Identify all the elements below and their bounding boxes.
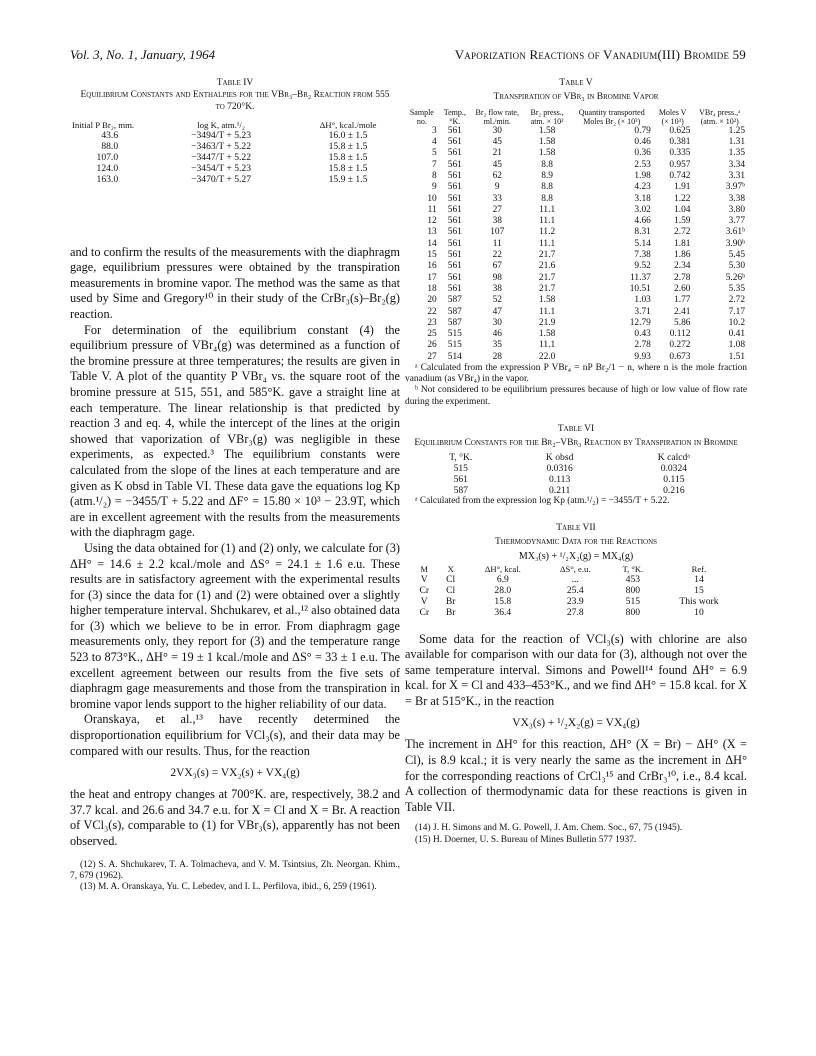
table7-row bbox=[411, 574, 741, 585]
table5-cell: 561 bbox=[447, 272, 462, 283]
table5-cell: 561 bbox=[447, 182, 462, 193]
table4-row bbox=[70, 152, 390, 163]
table7-cell: This work bbox=[679, 595, 719, 607]
table5-cell: 3.38 bbox=[728, 193, 745, 204]
table5-cell: 561 bbox=[447, 125, 462, 136]
table4-cell: 88.0 bbox=[101, 140, 119, 152]
table7-cell: 10 bbox=[694, 606, 704, 618]
table4-cell: 107.0 bbox=[96, 151, 119, 163]
table4-cell: 43.6 bbox=[101, 129, 119, 141]
table7-header: T, °K. bbox=[622, 563, 644, 574]
table5-cell: 47 bbox=[492, 306, 502, 317]
left-paragraph-1: and to confirm the results of the measurements with the diaphragm gage, equilibrium pressures were obtained by the transpiration measurements in bromine vapor. The method was the same as that used by Sime and Gregory¹⁰ in their study of the CrBr₃(s)–Br₂(g) reaction. bbox=[70, 244, 400, 321]
table7-cell: Cr bbox=[419, 606, 430, 618]
table6-row bbox=[415, 485, 735, 496]
table4-cell: −3454/T + 5.23 bbox=[191, 162, 252, 174]
right-column bbox=[405, 78, 747, 846]
table5-cell: 10.2 bbox=[728, 317, 745, 328]
table7-cell: 23.9 bbox=[566, 595, 584, 607]
table5-cell: 9 bbox=[494, 182, 500, 193]
t4-col-logk: log K, atm.¹/₂ bbox=[197, 119, 245, 130]
table4-cell: 15.8 ± 1.5 bbox=[328, 140, 368, 152]
table5-cell: 7.38 bbox=[634, 250, 651, 261]
table5-row bbox=[405, 307, 747, 318]
left-paragraph-2: For determination of the equilibrium constant (4) the equilibrium pressure of VBr₄(g) was determined as a function of the bromine pressure at three temperatures; the results are given in Table V. A plot of the quantity P VBr₄ vs. the square root of the bromine pressure at 515, 551, and 585°K. gave a straight line at each temperature. The linear relationship is that predicted by reaction 3 and eq. 4, while the intercept of the lines at the origin showed that vaporization of VBr₃(g) was negligible in these experiments, as expected.³ The equilibrium constants were calculated from the slope of the lines at each temperature and are given as K obsd in Table VI. These data gave the equations log Kp (atm.¹/₂) = −3455/T + 5.22 and ΔF° = 15.80 × 10³ − 23.9T, which are in excellent agreement with the results from the measurements with the diaphragm gage. bbox=[70, 322, 400, 540]
table5-cell: 22 bbox=[492, 250, 502, 261]
running-header bbox=[70, 47, 746, 65]
table7-cell: ... bbox=[571, 573, 579, 585]
table5-cell: 561 bbox=[447, 283, 462, 294]
reaction-equation: VX₃(s) + ¹/₂X₂(g) = VX₄(g) bbox=[512, 717, 640, 730]
journal-volume: Vol. 3, No. 1, January, 1964 bbox=[70, 47, 216, 62]
table5-cell: 515 bbox=[447, 329, 462, 340]
table5-cell: 11.1 bbox=[539, 340, 556, 351]
table7-header: ΔS°, e.u. bbox=[560, 563, 591, 574]
table5-cell: 21.7 bbox=[538, 283, 556, 294]
table4-cell: −3470/T + 5.27 bbox=[191, 173, 252, 185]
table5-cell: 10.51 bbox=[629, 283, 651, 294]
table5-cell: 1.03 bbox=[634, 295, 651, 306]
table4-cell: 16.0 ± 1.5 bbox=[328, 129, 368, 141]
table7-header: Ref. bbox=[691, 563, 707, 574]
table5-cell: 26 bbox=[427, 340, 437, 351]
table5-cell: 514 bbox=[447, 351, 462, 362]
table5-cell: 1.59 bbox=[674, 216, 691, 227]
table7-cell: Cr bbox=[419, 584, 430, 596]
table5-row bbox=[405, 273, 747, 284]
table5-footnote-a: ᵃ Calculated from the expression P VBr₄ = nP Br₂/1 − n, where n is the mole fraction vanadium (as VBr₄) in the vapor. bbox=[405, 362, 747, 385]
table5-cell: 35 bbox=[492, 340, 502, 351]
table5-row bbox=[405, 284, 747, 295]
table5-cell: 11.37 bbox=[630, 272, 651, 283]
table5-cell: 3.97ᵇ bbox=[725, 182, 745, 193]
running-title: Vaporization Reactions of Vanadium(III) Bromide 59 bbox=[454, 47, 746, 62]
table5-cell: 0.46 bbox=[634, 137, 651, 148]
table5-cell: 1.35 bbox=[728, 148, 745, 159]
table5-cell: 1.31 bbox=[728, 137, 745, 148]
table5-cell: 107 bbox=[490, 227, 505, 238]
table5-row bbox=[405, 261, 747, 272]
table5-row bbox=[405, 227, 747, 238]
table7-cell: 15 bbox=[694, 584, 704, 596]
table5-row bbox=[405, 250, 747, 261]
table5-cell: 0.43 bbox=[634, 329, 651, 340]
table5-cell: 21.7 bbox=[538, 250, 556, 261]
table4-cell: −3447/T + 5.22 bbox=[191, 151, 252, 163]
table7-row bbox=[411, 607, 741, 618]
table6-cell: 0.211 bbox=[549, 484, 571, 496]
table5-cell: 20 bbox=[427, 295, 437, 306]
table5-cell: 2.78 bbox=[634, 340, 651, 351]
table4-cell: 124.0 bbox=[96, 162, 119, 174]
table5-cell: 2.34 bbox=[674, 261, 691, 272]
table4-cell: 15.8 ± 1.5 bbox=[328, 151, 368, 163]
right-paragraph-1: Some data for the reaction of VCl₃(s) with chlorine are also available for comparison with our data for (3), although not over the same temperature interval. Simons and Powell¹⁴ found ΔH° = 6.9 kcal. for X = Cl and 433–453°K., and we find ΔH° = 15.8 kcal. for X = Br at 515°K., in the reaction bbox=[405, 631, 747, 708]
table5-cell: 21.6 bbox=[538, 261, 556, 272]
table7-cell: 15.8 bbox=[494, 595, 512, 607]
table7-cell: Cl bbox=[446, 573, 456, 585]
table5-cell: 1.51 bbox=[728, 351, 745, 362]
footnote-12: (12) S. A. Shchukarev, T. A. Tolmacheva, and V. M. Tsintsius, Zh. Neorgan. Khim., 7, 679 (1962). bbox=[70, 859, 400, 881]
footnote-14: (14) J. H. Simons and M. G. Powell, J. Am. Chem. Soc., 67, 75 (1945). bbox=[415, 823, 683, 834]
table5-cell: 2.78 bbox=[674, 272, 691, 283]
table4-row bbox=[70, 174, 390, 185]
table5-cell: 30 bbox=[492, 317, 502, 328]
table5-cell: 14 bbox=[427, 238, 437, 249]
table5-cell: 561 bbox=[447, 261, 462, 272]
table5-cell: 30 bbox=[492, 125, 502, 136]
table5-cell: 3.34 bbox=[728, 159, 745, 170]
table4-row bbox=[70, 130, 390, 141]
table5-cell: 561 bbox=[447, 238, 462, 249]
table5-cell: 8.8 bbox=[541, 193, 553, 204]
table7 bbox=[411, 564, 741, 618]
table5-cell: 3 bbox=[432, 125, 437, 136]
table5-cell: 22.0 bbox=[538, 351, 556, 362]
table5-cell: 5.35 bbox=[728, 283, 745, 294]
table4-row bbox=[70, 141, 390, 152]
table5-header: Br₂ press., atm. × 10² bbox=[530, 107, 564, 126]
table5-cell: 561 bbox=[447, 137, 462, 148]
table4-row bbox=[70, 163, 390, 174]
table7-row bbox=[411, 585, 741, 596]
table5-cell: 52 bbox=[492, 295, 502, 306]
table4 bbox=[70, 120, 390, 185]
table5-cell: 3.31 bbox=[728, 170, 745, 181]
table7-cell: Cl bbox=[446, 584, 456, 596]
table5-cell: 98 bbox=[492, 272, 502, 283]
table5-row bbox=[405, 329, 747, 340]
table5-cell: 2.41 bbox=[674, 306, 691, 317]
table5-cell: 515 bbox=[447, 340, 462, 351]
right-paragraph-2: The increment in ΔH° for this reaction, ΔH° (X = Br) − ΔH° (X = Cl), is 8.9 kcal.; it is very nearly the same as the increment in ΔH° for the corresponding reactions of CrCl₃¹⁵ and CrBr₃¹⁰, i.e., 8.4 kcal. A collection of thermodynamic data for these reactions is given in Table VII. bbox=[405, 737, 747, 814]
table5-cell: 13 bbox=[427, 227, 437, 238]
table5-cell: 8.9 bbox=[541, 170, 553, 181]
table5-cell: 3.18 bbox=[634, 193, 651, 204]
table5-cell: 561 bbox=[447, 216, 462, 227]
table5-cell: 33 bbox=[492, 193, 502, 204]
table5-cell: 15 bbox=[427, 250, 437, 261]
table5-cell: 27 bbox=[492, 204, 502, 215]
table5-cell: 45 bbox=[492, 137, 502, 148]
table6-header: T, °K. bbox=[449, 451, 473, 463]
table5-cell: 1.58 bbox=[538, 295, 556, 306]
table5-cell: 1.58 bbox=[538, 125, 556, 136]
table5-cell: 1.58 bbox=[538, 329, 556, 340]
table5-row bbox=[405, 205, 747, 216]
table5-cell: 5 bbox=[432, 148, 437, 159]
table5-cell: 9.52 bbox=[634, 261, 651, 272]
table5-header: VBr₄ press.,ᵃ (atm. × 10²) bbox=[699, 107, 741, 126]
table5-cell: 3.77 bbox=[728, 216, 745, 227]
table7-header: X bbox=[447, 563, 454, 574]
table5-footnote-b: ᵇ Not considered to be equilibrium pressures because of high or low value of flow rate during the experiment. bbox=[405, 385, 747, 407]
table5-cell: 11.1 bbox=[539, 238, 556, 249]
table5-row bbox=[405, 340, 747, 351]
table5-cell: 0.112 bbox=[669, 329, 691, 340]
left-paragraph-3: Using the data obtained for (1) and (2) only, we calculate for (3) ΔH° = 14.6 ± 2.2 kcal./mole and ΔS° = 24.1 ± 1.6 e.u. These results are in satisfactory agreement with the experimental results for (3) since the data for (1) and (2) were obtained over a slightly higher temperature interval. Shchukarev, et al.,¹² also obtained data for (3) which we believe to be in error. From diaphragm gage measurements only, they report for (3) and the temperature range 523 to 873°K., ΔH° = 19 ± 1 kcal./mole and ΔS° = 33 ± 1 e.u. The excellent agreement between our results from the five sets of diaphragm gage measurements and those from the transpiration in bromine vapor lends support to the higher reliability of our data. bbox=[70, 540, 400, 711]
left-paragraph-5: the heat and entropy changes at 700°K. are, respectively, 38.2 and 37.7 kcal. and 26.6 and 34.7 e.u. for X = Cl and X = Br. A reaction of VCl₃(s), comparable to (1) for VBr₃(s), apparently has not been observed. bbox=[70, 787, 400, 848]
table5-cell: 16 bbox=[427, 261, 437, 272]
table5-cell: 23 bbox=[427, 317, 437, 328]
table5-row bbox=[405, 216, 747, 227]
table5-cell: 561 bbox=[447, 193, 462, 204]
table5-cell: 8.31 bbox=[634, 227, 651, 238]
table5-label: Table V bbox=[559, 78, 593, 88]
table6-header: K calcdᵃ bbox=[657, 451, 690, 463]
table5-row bbox=[405, 295, 747, 306]
table5-cell: 3.90ᵇ bbox=[725, 238, 745, 249]
table5-cell: 4.23 bbox=[634, 182, 651, 193]
table5-cell: 1.04 bbox=[674, 204, 691, 215]
table5-cell: 0.79 bbox=[634, 125, 651, 136]
table5-cell: 11.2 bbox=[539, 227, 556, 238]
table5-cell: 9 bbox=[432, 182, 437, 193]
table5-cell: 21 bbox=[492, 148, 502, 159]
table7-cell: V bbox=[420, 595, 428, 607]
table5-cell: 1.98 bbox=[634, 170, 651, 181]
table7-row bbox=[411, 596, 741, 607]
table5-cell: 0.742 bbox=[669, 170, 691, 181]
table5-header: Br₂ flow rate, ml./min. bbox=[475, 107, 519, 126]
table5-cell: 22 bbox=[427, 306, 437, 317]
table7-cell: 27.8 bbox=[566, 606, 584, 618]
table5-cell: 11.1 bbox=[539, 306, 556, 317]
table7-cell: 453 bbox=[625, 573, 641, 585]
table5-cell: 8.8 bbox=[541, 182, 553, 193]
left-column bbox=[70, 78, 400, 893]
table5-cell: 5.30 bbox=[728, 261, 745, 272]
table5-cell: 0.335 bbox=[669, 148, 691, 159]
table6-row bbox=[415, 474, 735, 485]
table6-cell: 587 bbox=[453, 484, 468, 496]
table4-cell: 15.8 ± 1.5 bbox=[328, 162, 368, 174]
table5-cell: 11 bbox=[492, 238, 502, 249]
table5-cell: 4 bbox=[432, 137, 437, 148]
table7-cell: 800 bbox=[625, 584, 641, 596]
table5-cell: 18 bbox=[427, 283, 437, 294]
table5-cell: 1.81 bbox=[674, 238, 691, 249]
table5-cell: 0.381 bbox=[669, 137, 691, 148]
table6-cell: 0.0324 bbox=[660, 462, 688, 474]
table5-cell: 8 bbox=[432, 170, 437, 181]
table5-cell: 62 bbox=[492, 170, 502, 181]
left-paragraph-4: Oranskaya, et al.,¹³ have recently determined the disproportionation equilibrium for VCl₃(s), and their data may be compared with our results. Thus, for the reaction bbox=[70, 712, 400, 758]
table5-cell: 45 bbox=[492, 159, 502, 170]
table5-row bbox=[405, 182, 747, 193]
table5-cell: 67 bbox=[492, 261, 502, 272]
table5-cell: 2.72 bbox=[728, 295, 745, 306]
table6-footnote-a: ᵃ Calculated from the expression log Kp (atm.¹/₂) = −3455/T + 5.22. bbox=[415, 495, 670, 506]
table5-row bbox=[405, 239, 747, 250]
table5-cell: 21.7 bbox=[538, 272, 556, 283]
table5-cell: 2.53 bbox=[634, 159, 651, 170]
table5-cell: 561 bbox=[447, 204, 462, 215]
table5-header: Temp., °K. bbox=[443, 107, 466, 126]
table4-cell: 15.9 ± 1.5 bbox=[328, 173, 368, 185]
table5-header: Moles V (× 10³) bbox=[658, 107, 687, 126]
table5-cell: 12 bbox=[427, 216, 437, 227]
table5-cell: 11.1 bbox=[539, 204, 556, 215]
table5-cell: 25 bbox=[427, 329, 437, 340]
table5-cell: 2.72 bbox=[674, 227, 691, 238]
table5-cell: 11.1 bbox=[539, 216, 556, 227]
table5-cell: 3.61ᵇ bbox=[725, 227, 745, 238]
table5-cell: 8.8 bbox=[541, 159, 553, 170]
table6-caption: Equilibrium Constants for the Br₂–VBr₃ Reaction by Transpiration in Bromine bbox=[414, 437, 738, 448]
table5 bbox=[405, 108, 747, 363]
table5-row bbox=[405, 126, 747, 137]
table5-cell: 587 bbox=[447, 317, 462, 328]
table5-cell: 561 bbox=[447, 159, 462, 170]
table5-cell: 5.14 bbox=[634, 238, 651, 249]
table5-cell: 12.79 bbox=[629, 317, 651, 328]
table5-cell: 10 bbox=[427, 193, 437, 204]
table7-cell: 28.0 bbox=[494, 584, 512, 596]
table5-cell: 21.9 bbox=[538, 317, 556, 328]
table5-cell: 0.36 bbox=[634, 148, 651, 159]
table5-cell: 9.93 bbox=[634, 351, 651, 362]
table5-cell: 0.625 bbox=[669, 125, 691, 136]
table5-cell: 28 bbox=[492, 351, 502, 362]
table6-cell: 515 bbox=[453, 462, 468, 474]
table5-cell: 17 bbox=[427, 272, 437, 283]
table5-cell: 46 bbox=[492, 329, 502, 340]
table5-header: Sample no. bbox=[409, 107, 434, 126]
table7-cell: 36.4 bbox=[494, 606, 512, 618]
table5-cell: 5.45 bbox=[728, 250, 745, 261]
table7-label: Table VII bbox=[556, 522, 596, 533]
table5-row bbox=[405, 318, 747, 329]
table7-cell: Br bbox=[445, 595, 456, 607]
table4-cell: −3463/T + 5.22 bbox=[191, 140, 252, 152]
table5-cell: 3.71 bbox=[634, 306, 651, 317]
t4-col-pressure: Initial P Br₂, mm. bbox=[72, 119, 135, 130]
table5-cell: 561 bbox=[447, 170, 462, 181]
table6-row bbox=[415, 463, 735, 474]
table5-cell: 3.80 bbox=[728, 204, 745, 215]
table5-cell: 561 bbox=[447, 148, 462, 159]
table7-cell: Br bbox=[445, 606, 456, 618]
table5-caption: Transpiration of VBr₃ in Bromine Vapor bbox=[493, 91, 659, 102]
table7-cell: 14 bbox=[694, 573, 704, 585]
table5-cell: 1.91 bbox=[674, 182, 691, 193]
table6 bbox=[415, 452, 735, 496]
table6-label: Table VI bbox=[557, 423, 595, 434]
table7-cell: 800 bbox=[625, 606, 641, 618]
table5-cell: 1.58 bbox=[538, 137, 556, 148]
table5-cell: 0.272 bbox=[669, 340, 691, 351]
table5-cell: 0.957 bbox=[669, 159, 691, 170]
table5-cell: 1.08 bbox=[728, 340, 745, 351]
table7-cell: 25.4 bbox=[566, 584, 584, 596]
table5-cell: 0.673 bbox=[669, 351, 691, 362]
table5-cell: 7.17 bbox=[728, 306, 745, 317]
table5-row bbox=[405, 194, 747, 205]
table5-cell: 5.26ᵇ bbox=[725, 272, 745, 283]
table5-cell: 27 bbox=[427, 351, 437, 362]
table6-cell: 0.0316 bbox=[546, 462, 573, 474]
t4-col-dh: ΔH°, kcal./mole bbox=[319, 119, 377, 130]
table5-cell: 38 bbox=[492, 216, 502, 227]
table6-header: K obsd bbox=[545, 451, 574, 463]
table5-cell: 561 bbox=[447, 250, 462, 261]
table7-caption: Thermodynamic Data for the Reactions bbox=[494, 536, 658, 547]
table7-cell: V bbox=[420, 573, 428, 585]
table5-row bbox=[405, 137, 747, 148]
table4-cell: −3494/T + 5.23 bbox=[191, 129, 252, 141]
table5-row bbox=[405, 148, 747, 159]
table6-cell: 0.216 bbox=[663, 484, 685, 496]
disproportionation-equation: 2VX₃(s) = VX₂(s) + VX₄(g) bbox=[170, 767, 300, 780]
table4-caption: Equilibrium Constants and Enthalpies for the VBr₃–Br₂ Reaction from 555 to 720°K. bbox=[80, 89, 390, 112]
table6-cell: 561 bbox=[453, 473, 468, 485]
footnote-15: (15) H. Doerner, U. S. Bureau of Mines Bulletin 577 1937. bbox=[415, 834, 637, 845]
footnote-13: (13) M. A. Oranskaya, Yu. C. Lebedev, and I. L. Perfilova, ibid., 6, 259 (1961). bbox=[80, 882, 377, 892]
table5-cell: 4.66 bbox=[634, 216, 651, 227]
table7-reaction: MX₃(s) + ¹/₂X₂(g) = MX₄(g) bbox=[518, 550, 634, 562]
table5-cell: 38 bbox=[492, 283, 502, 294]
table5-cell: 1.25 bbox=[728, 125, 745, 136]
table4-label: Table IV bbox=[216, 78, 254, 88]
table4-cell: 163.0 bbox=[96, 173, 119, 185]
table5-row bbox=[405, 160, 747, 171]
table5-cell: 1.22 bbox=[674, 193, 691, 204]
table7-cell: 6.9 bbox=[496, 573, 509, 585]
table5-cell: 0.41 bbox=[728, 329, 745, 340]
table7-header: M bbox=[420, 563, 429, 574]
table7-header: ΔH°, kcal. bbox=[484, 563, 521, 574]
table5-cell: 2.60 bbox=[674, 283, 691, 294]
table5-cell: 3.02 bbox=[634, 204, 651, 215]
table5-row bbox=[405, 171, 747, 182]
table5-cell: 587 bbox=[447, 295, 462, 306]
table5-header: Quantity transported Moles Br₂ (× 10³) bbox=[578, 107, 645, 126]
table5-cell: 561 bbox=[447, 227, 462, 238]
table6-cell: 0.115 bbox=[663, 473, 685, 485]
table5-cell: 1.58 bbox=[538, 148, 556, 159]
table7-cell: 515 bbox=[625, 595, 641, 607]
table5-cell: 11 bbox=[427, 204, 437, 215]
table6-cell: 0.113 bbox=[549, 473, 571, 485]
table5-cell: 5.86 bbox=[674, 317, 691, 328]
table5-cell: 587 bbox=[447, 306, 462, 317]
table5-row bbox=[405, 352, 747, 363]
table5-cell: 1.77 bbox=[674, 295, 691, 306]
table5-cell: 1.86 bbox=[674, 250, 691, 261]
table5-cell: 7 bbox=[432, 159, 437, 170]
